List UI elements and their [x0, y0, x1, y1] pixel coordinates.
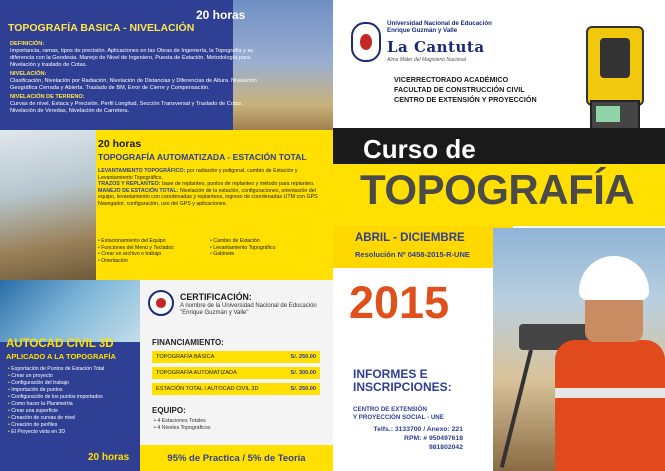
autocad-hours: 20 horas — [88, 452, 130, 463]
vice-line-1: VICERRECTORADO ACADÉMICO — [394, 75, 509, 84]
list-item: • Estacionamiento del Equipo — [98, 238, 210, 245]
practice-theory-banner: 95% de Practica / 5% de Teoría — [140, 445, 333, 471]
basica-section — [0, 0, 333, 140]
auto-line-head: TRAZOS Y REPLANTEO: — [98, 181, 161, 188]
center-name — [353, 406, 444, 421]
total-station-instrument — [576, 8, 654, 148]
instrument-screen — [590, 100, 640, 130]
fin-label: TOPOGRAFÍA AUTOMATIZADA — [156, 370, 237, 376]
list-item: • Levantamiento Topográfico — [210, 245, 322, 252]
list-item: • Creación de perfiles — [8, 422, 104, 429]
niv-text: Clasificación, Nivelación por Radiación, Nivelación de Distancias y Diferencias de Altura. Nivelación Geográfica Cerrada y Abierta. Traslado de BM, Error de Cierre y Compensación. — [10, 78, 257, 91]
tripod-leg — [500, 350, 533, 468]
basica-title: TOPOGRAFÍA BASICA - NIVELACIÓN — [8, 22, 195, 34]
list-item: • Crear una superficie — [8, 408, 104, 415]
cext-line-1: CENTRO DE EXTENSIÓN — [353, 406, 427, 413]
list-item: • Cambio de Estación — [210, 238, 322, 245]
basica-body — [10, 39, 270, 115]
fin-label: TOPOGRAFÍA BÁSICA — [156, 354, 215, 360]
informes-heading — [353, 368, 452, 394]
faculty-block — [394, 75, 537, 105]
list-item: • Configuración del trabajo — [8, 380, 104, 387]
def-text: Importancia, ramas, tipos de precisión. Aplicaciones en las Obras de Ingeniería, la Topografía y su diferencia con la Geodesia. Manejo de Nivel de Ingeniero, Puesta de Estación. Metodología para Nivelación y traslado de Cotas. — [10, 48, 254, 68]
total-station-field-photo — [0, 130, 96, 280]
autocad-list — [8, 366, 104, 436]
certificacion-section — [140, 280, 333, 471]
hard-hat — [579, 256, 649, 300]
info-line-1: INFORMES E — [353, 367, 428, 381]
auto-line-head: MANEJO DE ESTACIÓN TOTAL: — [98, 187, 179, 194]
autocad-title: AUTOCAD CIVIL 3D — [6, 338, 114, 350]
fin-value: S/. 250.00 — [290, 354, 316, 360]
cert-text: A nombre de la Universidad Nacional de Educación "Enrique Guzmán y Valle" — [180, 303, 317, 317]
la-cantuta: La Cantuta — [387, 38, 485, 56]
alma-mater: Alma Máter del Magisterio Nacional — [387, 57, 466, 63]
tel-line-2: RPM: # 950497618 — [404, 435, 463, 442]
list-item: • Gabinete — [210, 251, 322, 258]
surveyor-with-level-photo — [493, 228, 665, 471]
tel-line-3: 981802042 — [428, 444, 463, 451]
autocad-screenshot — [0, 280, 140, 342]
auto-list-1 — [98, 238, 210, 265]
list-item: • Configuración de los puntos importados — [8, 394, 104, 401]
contact-phones — [353, 425, 463, 452]
vest-stripe — [555, 388, 665, 398]
curso-de: Curso de — [363, 134, 476, 164]
auto-title: TOPOGRAFÍA AUTOMATIZADA - ESTACIÓN TOTAL — [98, 152, 307, 162]
list-item: • El Proyecto vista en 3D — [8, 429, 104, 436]
date-range: ABRIL - DICIEMBRE — [355, 232, 465, 244]
fin-label: ESTACIÓN TOTAL / AUTOCAD CIVIL 3D — [156, 386, 259, 392]
automatizada-section — [0, 130, 333, 280]
terr-text: Curvas de nivel, Estaca y Precisión. Perfil Longitud, Sección Transversal y Traslado de Cotas, Nivelación de Veredas, Nivelación de Carretera. — [10, 101, 243, 114]
basica-hours: 20 horas — [196, 8, 246, 22]
fin-value: S/. 250.00 — [290, 386, 316, 392]
cert-title: CERTIFICACIÓN: — [180, 292, 252, 302]
fin-value: S/. 300.00 — [290, 370, 316, 376]
list-item: • Crear un proyecto — [8, 373, 104, 380]
univ-line-1: Universidad Nacional de Educación — [387, 20, 492, 27]
safety-vest — [555, 340, 665, 471]
auto-hours: 20 horas — [98, 138, 142, 150]
university-name — [387, 20, 492, 34]
info-line-2: INSCRIPCIONES: — [353, 380, 452, 394]
autocad-section — [0, 280, 140, 471]
list-item: • Importación de puntos — [8, 387, 104, 394]
auto-body — [98, 168, 326, 208]
instrument-scope — [600, 38, 630, 78]
auto-line — [98, 168, 326, 181]
list-item: • Como hacer la Planimetría — [8, 401, 104, 408]
fin-row — [152, 367, 320, 379]
university-seal-icon — [148, 290, 174, 316]
right-panel — [333, 0, 665, 471]
eq-title: EQUIPO: — [152, 406, 186, 415]
resolution: Resolución Nº 0458-2015-R-UNE — [355, 250, 470, 259]
list-item: • Creación de curvas de nivel — [8, 415, 104, 422]
vice-line-2: FACULTAD DE CONSTRUCCIÓN CIVIL — [394, 85, 525, 94]
university-logo-icon — [351, 22, 381, 62]
cext-line-2: Y PROYECCIÓN SOCIAL - UNE — [353, 413, 444, 421]
topografia-title: TOPOGRAFÍA — [360, 166, 635, 213]
niv-head: NIVELACIÓN: — [10, 71, 47, 77]
list-item: • Exportación de Puntos de Estación Total — [8, 366, 104, 373]
year: 2015 — [349, 277, 450, 328]
fin-row — [152, 351, 320, 363]
list-item: • 4 Niveles Topográficos — [154, 425, 211, 432]
terr-head: NIVELACIÓN DE TERRENO: — [10, 94, 85, 100]
auto-line-text: por radiación y poligonal, cambio de Estación y Levantamiento Topográfico. — [98, 168, 298, 181]
def-head: DEFINICIÓN: — [10, 41, 45, 47]
list-item: • 4 Estaciones Totales — [154, 418, 211, 425]
auto-line-head: LEVANTAMIENTO TOPOGRÁFICO: — [98, 168, 186, 174]
list-item: • Orientación — [98, 258, 210, 265]
fin-title: FINANCIAMIENTO: — [152, 338, 224, 347]
list-item: • Crear un archivo o trabajo — [98, 251, 210, 258]
fin-table — [152, 351, 320, 399]
auto-line — [98, 181, 326, 188]
auto-line — [98, 188, 326, 208]
autocad-subtitle: APLICADO A LA TOPOGRAFÍA — [6, 352, 116, 361]
tel-line-1: Telfs.: 3133700 / Anexo: 221 — [373, 426, 463, 433]
auto-line-text: Nivelación de la estación, configuraciones, orientación del equipo, levantamiento con coordenadas y replanteos, ingreso de coordenadas UTM con GPS Navegador, configuración, uso del GPS y aplicaciones. — [98, 187, 318, 207]
univ-line-2: Enrique Guzmán y Valle — [387, 27, 458, 34]
auto-lists — [98, 238, 328, 265]
auto-line-text: base de replanteo, puntos de replanteo y método para replanteo. — [161, 181, 315, 188]
vice-line-3: CENTRO DE EXTENSIÓN Y PROYECCIÓN — [394, 95, 537, 104]
eq-list — [154, 418, 211, 432]
list-item: • Funciones del Menú y Teclados — [98, 245, 210, 252]
fin-row — [152, 383, 320, 395]
auto-list-2 — [210, 238, 322, 265]
